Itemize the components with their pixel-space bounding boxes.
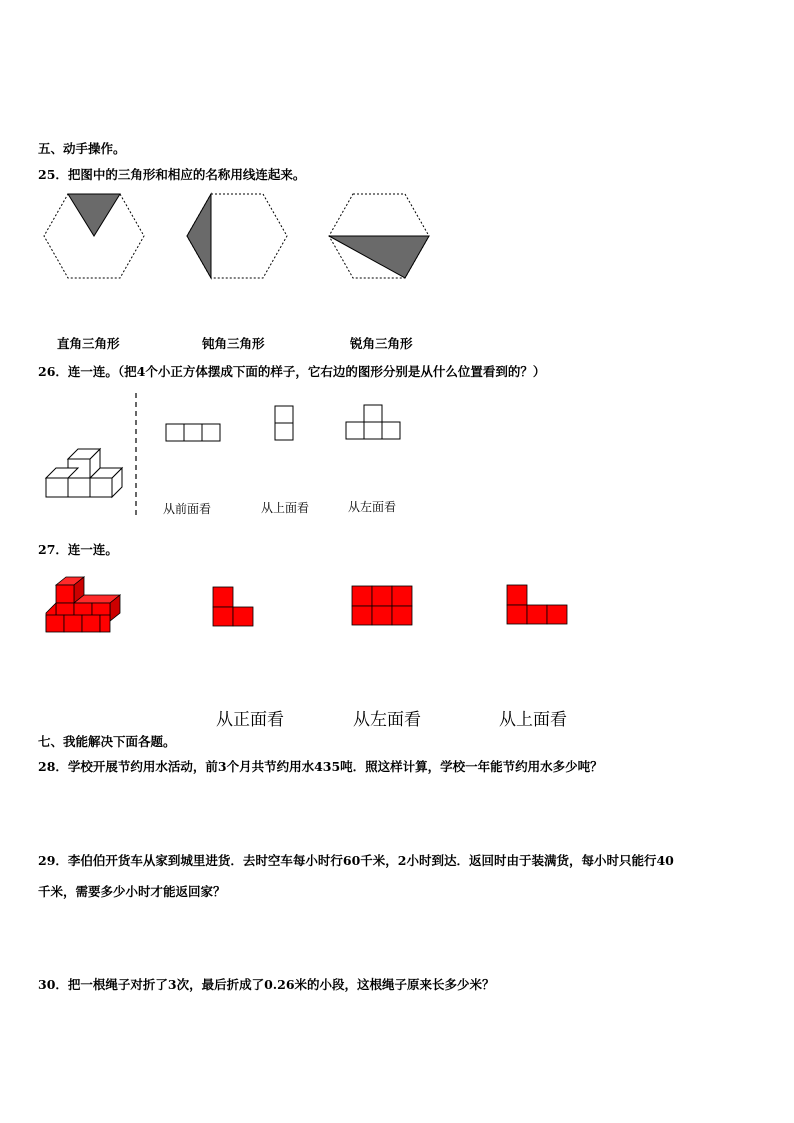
- q26-label-top: 从上面看: [261, 501, 310, 515]
- shaded-triangle: [329, 236, 429, 278]
- q26-label-left: 从左面看: [348, 500, 397, 514]
- dashed-divider: [134, 393, 138, 515]
- red-view-l-wide: [506, 584, 570, 626]
- q26-label-front: 从前面看: [163, 502, 212, 516]
- question-27-text: 27．连一连。: [38, 542, 118, 557]
- shaded-triangle: [187, 194, 211, 278]
- question-30-text: 30．把一根绳子对折了3次，最后折成了0.26米的小段，这根绳子原来长多少米？: [38, 977, 495, 992]
- section-7-heading: 七、我能解决下面各题。: [38, 734, 176, 749]
- question-28-text: 28．学校开展节约用水活动，前3个月共节约用水435吨．照这样计算，学校一年能节约用水多少吨？: [38, 759, 603, 774]
- question-29-line-1: 29．李伯伯开货车从家到城里进货．去时空车每小时行60千米，2小时到达．返回时由于装满货，每小时只能行40: [38, 853, 674, 868]
- shaded-triangle: [68, 194, 120, 236]
- view-t-shape: [345, 404, 403, 442]
- question-25-text: 25．把图中的三角形和相应的名称用线连起来。: [38, 167, 306, 182]
- hexagon-acute-triangle-figure: [325, 190, 433, 282]
- red-view-grid: [351, 585, 415, 627]
- hexagon-obtuse-triangle-figure: [183, 190, 291, 282]
- view-two-stacked: [274, 405, 296, 443]
- red-view-l-small: [212, 586, 256, 628]
- red-cube-stack-figure: [44, 573, 128, 635]
- q27-label-left: 从左面看: [353, 710, 421, 730]
- q25-label-obtuse-triangle: 钝角三角形: [202, 336, 265, 351]
- section-5-heading: 五、动手操作。: [38, 141, 126, 156]
- q25-label-right-triangle: 直角三角形: [57, 336, 120, 351]
- q25-label-acute-triangle: 锐角三角形: [350, 336, 413, 351]
- q27-label-top: 从上面看: [499, 710, 567, 730]
- question-26-text: 26．连一连。（把4个小正方体摆成下面的样子，它右边的图形分别是从什么位置看到的？）: [38, 364, 546, 379]
- view-three-in-row: [165, 423, 223, 443]
- q27-label-front: 从正面看: [216, 710, 284, 730]
- cube-stack-figure: [44, 440, 128, 500]
- question-29-line-2: 千米，需要多少小时才能返回家？: [38, 884, 226, 899]
- hexagon-right-triangle-figure: [40, 190, 148, 282]
